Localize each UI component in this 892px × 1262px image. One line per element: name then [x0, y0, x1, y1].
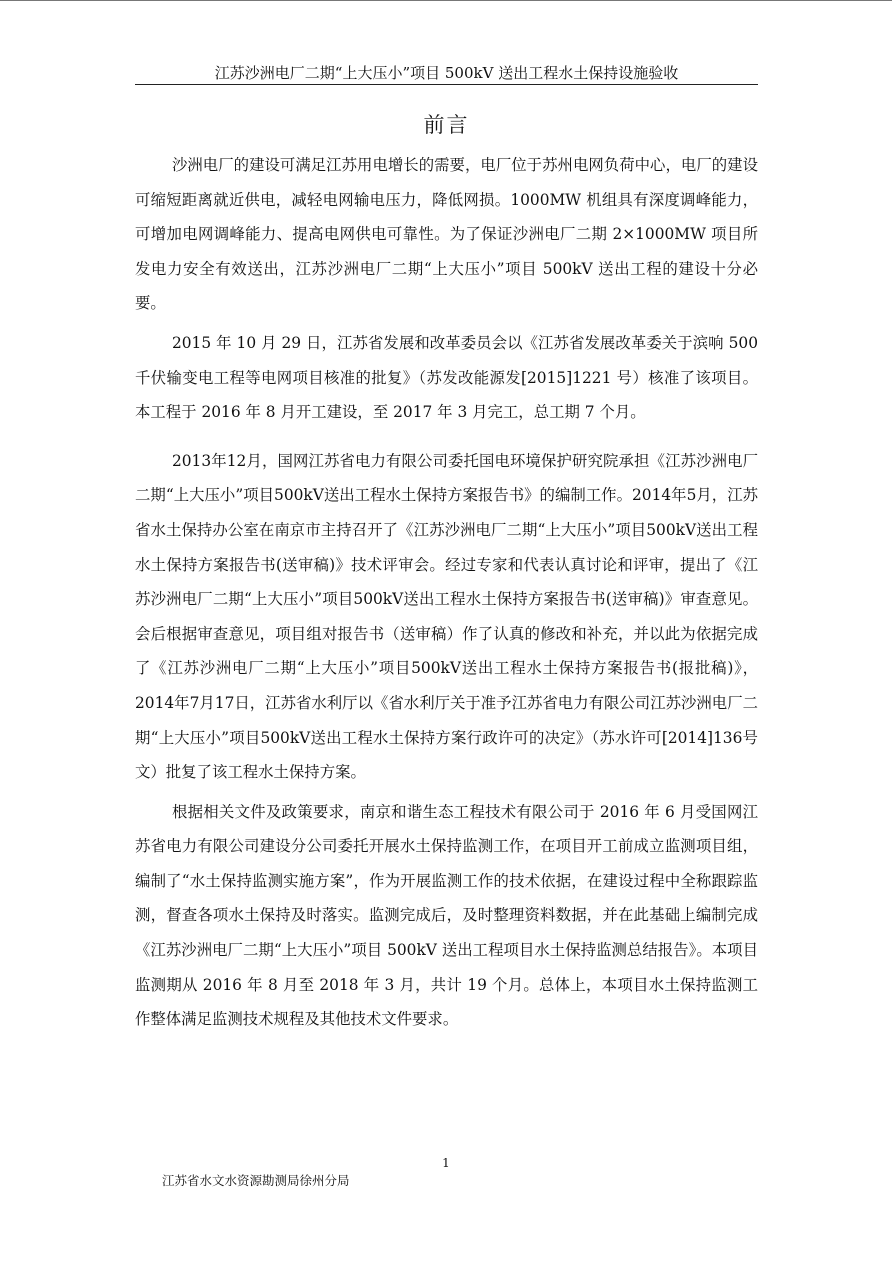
page-top-border — [0, 0, 892, 1]
page-title: 前言 — [423, 113, 470, 137]
paragraph-approval: 2015 年 10 月 29 日，江苏省发展和改革委员会以《江苏省发展改革委关于滨响 500 千伏输变电工程等电网项目核准的批复》（苏发改能源发[2015]1221 号）核准了该项目。本工程于 2016 年 8 月开工建设，至 2017 年 3 月完工，总工期 7 个月。 — [135, 333, 758, 422]
paragraph-plan-report: 2013年12月，国网江苏省电力有限公司委托国电环境保护研究院承担《江苏沙洲电厂二期“上大压小”项目500kV送出工程水土保持方案报告书》的编制工作。2014年5月，江苏省水土保持办公室在南京市主持召开了《江苏沙洲电厂二期“上大压小”项目500kV送出工程水土保持方案报告书(送审稿)》技术评审会。经过专家和代表认真讨论和评审，提出了《江苏沙洲电厂二期“上大压小”项目500kV送出工程水土保持方案报告书(送审稿)》审查意见。会后根据审查意见，项目组对报告书（送审稿）作了认真的修改和补充，并以此为依据完成了《江苏沙洲电厂二期“上大压小”项目500kV送出工程水土保持方案报告书(报批稿)》，2014年7月17日，江苏省水利厅以《省水利厅关于准予江苏省电力有限公司江苏沙洲电厂二期“上大压小”项目500kV送出工程水土保持方案行政许可的决定》（苏水许可[2014]136号文）批复了该工程水土保持方案。 — [135, 451, 758, 782]
running-header: 江苏沙洲电厂二期“上大压小”项目 500kV 送出工程水土保持设施验收 — [214, 64, 679, 82]
paragraph-monitoring: 根据相关文件及政策要求，南京和谐生态工程技术有限公司于 2016 年 6 月受国网江苏省电力有限公司建设分公司委托开展水土保持监测工作，在项目开工前成立监测项目组，编制了“水土保持监测实施方案”，作为开展监测工作的技术依据，在建设过程中全称跟踪监测，督查各项水土保持及时落实。监测完成后，及时整理资料数据，并在此基础上编制完成《江苏沙洲电厂二期“上大压小”项目 500kV 送出工程项目水土保持监测总结报告》。本项目监测期从 2016 年 8 月至 2018 年 3 月，共计 19 个月。总体上，本项目水土保持监测工作整体满足监测技术规程及其他技术文件要求。 — [135, 802, 758, 1029]
paragraph-background: 沙洲电厂的建设可满足江苏用电增长的需要，电厂位于苏州电网负荷中心，电厂的建设可缩短距离就近供电，减轻电网输电压力，降低网损。1000MW 机组具有深度调峰能力，可增加电网调峰能力、提高电网供电可靠性。为了保证沙洲电厂二期 2×1000MW 项目所发电力安全有效送出，江苏沙洲电厂二期“上大压小”项目 500kV 送出工程的建设十分必要。 — [135, 156, 758, 313]
footer-organization: 江苏省水文水资源勘测局徐州分局 — [162, 1173, 350, 1188]
header-rule — [135, 84, 758, 85]
page-number: 1 — [442, 1156, 450, 1170]
body-text — [135, 148, 758, 1037]
